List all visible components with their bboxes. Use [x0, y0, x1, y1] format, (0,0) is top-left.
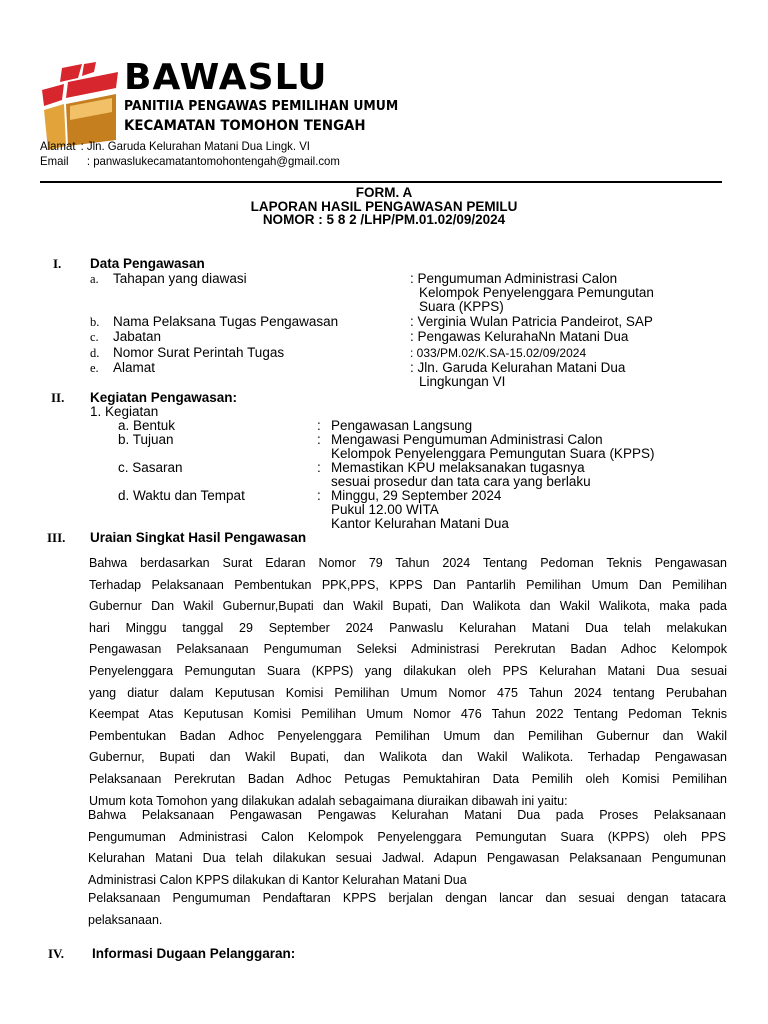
- s1-row-e-value-1: : Jln. Garuda Kelurahan Matani Dua: [410, 360, 626, 375]
- s2-row-b-value-1: Mengawasi Pengumuman Administrasi Calon: [331, 432, 603, 447]
- p1-line: Terhadap Pelaksanaan Pembentukan PPK,PPS, KPPS Dan Pantarlih Pemilihan Umum Dan Pemilihan: [89, 577, 727, 592]
- s2-row-d-sep: :: [317, 488, 321, 503]
- s2-row-a-value: Pengawasan Langsung: [331, 418, 473, 433]
- email-line: [40, 154, 340, 169]
- p3-line: Pelaksanaan Pengumuman Pendaftaran KPPS berjalan dengan lancar dan sesuai dengan tatacara: [88, 891, 726, 905]
- s2-row-b-value-2: Kelompok Penyelenggara Pemungutan Suara (KPPS): [331, 446, 655, 461]
- section4-numeral: IV.: [48, 946, 65, 961]
- s2-row-a-label: a. Bentuk: [118, 418, 176, 433]
- p1-line: Pelaksanaan Perekrutan Badan Adhoc Petugas Pemuktahiran Data Pemilih oleh Komisi Pemilihan: [89, 771, 727, 786]
- s1-row-e-label: Alamat: [113, 360, 156, 375]
- section3-numeral: III.: [47, 530, 66, 545]
- address-value: : Jln. Garuda Kelurahan Matani Dua Lingk. VI: [80, 139, 310, 153]
- p2-line: Bahwa Pelaksanaan Pengawasan Pengawas Kelurahan Matani Dua pada Proses Pelaksanaan: [88, 808, 726, 822]
- p2-line: Administrasi Calon KPPS dilakukan di Kantor Kelurahan Matani Dua: [88, 872, 467, 887]
- s2-row-a-sep: :: [317, 418, 321, 433]
- s2-row-c-value-2: sesuai prosedur dan tata cara yang berlaku: [331, 474, 591, 489]
- p1-line: Pengawasan Pelaksanaan Pengumuman Seleksi Administrasi Perekrutan Badan Adhoc Kelompok: [89, 642, 727, 657]
- org-name-line2: KECAMATAN TOMOHON TENGAH: [124, 118, 366, 134]
- s1-row-b-value: : Verginia Wulan Patricia Pandeirot, SAP: [410, 314, 653, 329]
- s2-row-d-value-1: Minggu, 29 September 2024: [331, 488, 502, 503]
- s2-row-d-value-2: Pukul 12.00 WITA: [331, 502, 439, 517]
- s1-row-a-value-2: Kelompok Penyelenggara Pemungutan: [419, 285, 654, 300]
- s1-row-a-value-3: Suara (KPPS): [419, 299, 504, 314]
- report-title: LAPORAN HASIL PENGAWASAN PEMILU: [250, 199, 518, 214]
- s2-row-c-sep: :: [317, 460, 321, 475]
- report-number: NOMOR : 5 8 2 /LHP/PM.01.02/09/2024: [262, 212, 506, 227]
- s1-row-c-letter: c.: [90, 330, 99, 344]
- p1-line: Keempat Atas Keputusan Komisi Pemilihan Umum Nomor 476 Tahun 2022 Tentang Pedoman Teknis: [89, 707, 727, 722]
- s1-row-d-letter: d.: [90, 346, 100, 360]
- section3-paragraph1: [89, 553, 727, 812]
- form-label: FORM. A: [355, 185, 413, 200]
- section2-heading: Kegiatan Pengawasan:: [90, 390, 238, 405]
- p1-line: Pembentukan Badan Adhoc Penyelenggara Pemilihan Umum dan Pemilihan Gubernur dan Wakil: [89, 728, 727, 743]
- s1-row-d-value: : 033/PM.02/K.SA-15.02/09/2024: [410, 346, 587, 360]
- address-line: [40, 139, 310, 154]
- section4-heading: Informasi Dugaan Pelanggaran:: [92, 946, 296, 961]
- email-value: : panwaslukecamatantomohontengah@gmail.com: [86, 154, 340, 168]
- s1-row-c-label: Jabatan: [113, 329, 162, 344]
- section3-paragraph3: [88, 888, 726, 931]
- s1-row-c-value: : Pengawas KelurahaNn Matani Dua: [410, 329, 629, 344]
- s1-row-b-label: Nama Pelaksana Tugas Pengawasan: [113, 314, 339, 329]
- s1-row-a-label: Tahapan yang diawasi: [113, 271, 247, 286]
- s1-row-a-value-1: : Pengumuman Administrasi Calon: [410, 271, 618, 286]
- s2-row-c-label: c. Sasaran: [118, 460, 183, 475]
- p3-line: pelaksanaan.: [88, 912, 163, 927]
- section3-paragraph2: [88, 805, 726, 891]
- s1-row-e-value-2: Lingkungan VI: [419, 374, 506, 389]
- p1-line: Penyelenggara Pemungutan Suara (KPPS) yang dilakukan oleh PPS Kelurahan Matani Dua sesuai: [89, 663, 727, 678]
- p1-line: Gubernur Dan Wakil Gubernur,Bupati dan Wakil Bupati, Dan Walikota dan Wakil Walikota, maka pada: [89, 599, 727, 614]
- section1-heading: Data Pengawasan: [90, 256, 205, 271]
- section2-sub: 1. Kegiatan: [90, 404, 159, 419]
- s2-row-d-label: d. Waktu dan Tempat: [118, 488, 245, 503]
- p2-line: Pengumuman Administrasi Calon Kelompok Penyelenggara Pemungutan Suara (KPPS) oleh PPS: [88, 829, 726, 844]
- s2-row-b-label: b. Tujuan: [118, 432, 174, 447]
- p1-line: yang diatur dalam Keputusan Komisi Pemilihan Umum Nomor 475 Tahun 2024 tentang Perubahan: [89, 685, 727, 700]
- p1-line: Umum kota Tomohon yang dilakukan adalah sebagaimana diuraikan dibawah ini yaitu:: [89, 793, 568, 808]
- p1-line: Gubernur, Bupati dan Wakil Bupati, dan Walikota dan Wakil Walikota. Terhadap Pengawasan: [89, 750, 727, 765]
- s1-row-e-letter: e.: [90, 361, 99, 375]
- p1-line: Bahwa berdasarkan Surat Edaran Nomor 79 Tahun 2024 Tentang Pedoman Teknis Pengawasan: [89, 556, 727, 570]
- section2-numeral: II.: [51, 390, 65, 405]
- header-rule: [40, 181, 722, 183]
- brand-name: BAWASLU: [124, 57, 328, 98]
- email-label: Email: [40, 154, 69, 168]
- s1-row-b-letter: b.: [90, 315, 100, 329]
- p2-line: Kelurahan Matani Dua telah dilakukan sesuai Jadwal. Adapun Pengawasan Pelaksanaan Pengumunan: [88, 851, 726, 866]
- org-name-line1: PANITIIA PENGAWAS PEMILIHAN UMUM: [124, 98, 399, 114]
- s2-row-b-sep: :: [317, 432, 321, 447]
- p1-line: hari Minggu tanggal 29 September 2024 Panwaslu Kelurahan Matani Dua telah melakukan: [89, 620, 727, 635]
- s1-row-a-letter: a.: [90, 272, 99, 286]
- section1-numeral: I.: [53, 256, 62, 271]
- section3-heading: Uraian Singkat Hasil Pengawasan: [90, 530, 307, 545]
- s2-row-d-value-3: Kantor Kelurahan Matani Dua: [331, 516, 509, 531]
- s2-row-c-value-1: Memastikan KPU melaksanakan tugasnya: [331, 460, 585, 475]
- address-label: Alamat: [40, 139, 76, 153]
- s1-row-d-label: Nomor Surat Perintah Tugas: [113, 345, 285, 360]
